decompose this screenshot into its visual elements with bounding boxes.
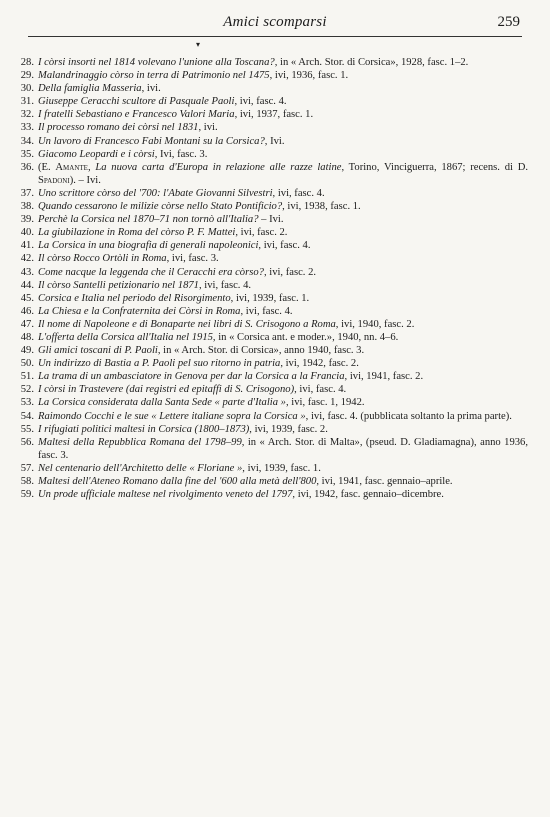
- entry-number: 42.: [20, 253, 34, 265]
- bibliography-entry: [8, 292, 528, 305]
- entry-title: La Corsica considerata dalla Santa Sede « parte d'Italia »: [38, 397, 286, 409]
- bibliography-entry: [8, 475, 528, 488]
- entry-citation: , ivi, 1937, fasc. 1.: [234, 109, 314, 121]
- entry-citation: , ivi, fasc. 4.: [294, 384, 347, 396]
- entry-citation: , in « Arch. Stor. di Malta», (pseud. D. Gladiamagna), anno 1936, fasc. 3.: [38, 436, 528, 461]
- entry-number: 56.: [20, 436, 34, 448]
- entry-citation: , ivi, fasc. 4.: [240, 305, 293, 317]
- entry-citation: , ivi, 1941, fasc. 2.: [344, 371, 424, 383]
- bibliography-entry: [8, 462, 528, 475]
- bibliography-entry: [8, 187, 528, 200]
- entry-number: 39.: [20, 214, 34, 226]
- entry-citation: , ivi, fasc. 4.: [234, 96, 287, 108]
- entry-citation: , ivi, fasc. 2.: [235, 227, 288, 239]
- entry-title: Uno scrittore còrso del '700: l'Abate Giovanni Silvestri: [38, 187, 273, 199]
- entry-title: Maltesi dell'Ateneo Romano dalla fine del '600 alla metà dell'800: [38, 476, 317, 487]
- entry-number: 41.: [20, 240, 34, 252]
- bibliography-entry: [8, 383, 528, 396]
- entry-number: 28.: [20, 57, 34, 68]
- entry-citation: , ivi, 1942, fasc. 2.: [280, 358, 359, 370]
- entry-title: Il còrso Santelli petizionario nel 1871: [38, 279, 199, 291]
- bibliography-entry: [8, 344, 528, 357]
- bibliography-entry: [8, 252, 528, 265]
- entry-number: 29.: [20, 70, 34, 82]
- entry-title: Un lavoro di Francesco Fabi Montani su la Corsica?: [38, 135, 265, 147]
- entry-number: 36.: [20, 161, 34, 173]
- entry-citation: – Ivi.: [258, 214, 284, 226]
- entry-citation: , ivi, 1939, fasc. 1.: [242, 462, 321, 474]
- entry-number: 33.: [20, 122, 34, 134]
- entry-citation: , ivi, 1941, fasc. gennaio–aprile.: [316, 476, 453, 487]
- entry-title: Nel centenario dell'Architetto delle « Floriane »: [38, 462, 243, 474]
- entry-number: 38.: [20, 201, 34, 213]
- entry-number: 57.: [20, 462, 34, 474]
- entry-title: Come nacque la leggenda che il Ceracchi era còrso?: [38, 266, 264, 278]
- entry-number: 37.: [20, 187, 34, 199]
- print-mark-dot: ▾: [196, 40, 201, 49]
- entry-citation: , ivi, fasc. 3.: [166, 253, 219, 265]
- entry-prefix: (E.: [38, 161, 56, 173]
- bibliography-entry: [8, 69, 528, 82]
- entry-citation: , ivi, 1942, fasc. gennaio–dicembre.: [292, 489, 444, 501]
- entry-number: 49.: [20, 345, 34, 357]
- entry-title: Quando cessarono le milizie còrse nello Stato Pontificio?: [38, 201, 283, 213]
- entry-title: La Chiesa e la Confraternita dei Còrsi in Roma: [38, 305, 241, 317]
- bibliography-entry: [8, 279, 528, 292]
- bibliography-entry: [8, 357, 528, 370]
- bibliography-entry: [8, 370, 528, 383]
- entry-title: , La nuova carta d'Europa in relazione alle razze latine: [87, 161, 342, 173]
- bibliography-entry: [8, 239, 528, 252]
- entry-number: 59.: [20, 489, 34, 501]
- bibliography-entry: [8, 423, 528, 436]
- entry-number: 43.: [20, 266, 34, 278]
- entry-number: 47.: [20, 318, 34, 330]
- entry-number: 54.: [20, 410, 34, 422]
- entry-citation: , ivi, 1939, fasc. 2.: [249, 423, 328, 435]
- entry-title: I rifugiati politici maltesi in Corsica (1800–1873): [38, 423, 250, 435]
- bibliography-entry: [8, 161, 528, 187]
- entry-number: 46.: [20, 305, 34, 317]
- running-title: Amici scomparsi: [223, 14, 327, 30]
- entry-number: 48.: [20, 331, 34, 343]
- entry-title: Maltesi della Repubblica Romana del 1798–99: [38, 436, 242, 448]
- bibliography-list: [8, 56, 528, 501]
- entry-citation: , ivi, fasc. 4.: [258, 240, 311, 252]
- entry-number: 51.: [20, 371, 34, 383]
- bibliography-entry: [8, 121, 528, 134]
- entry-title: Un indirizzo di Bastia a P. Paoli pel suo ritorno in patria: [38, 358, 281, 370]
- entry-title: La trama di un ambasciatore in Genova per dar la Corsica a la Francia: [38, 371, 345, 383]
- entry-citation: , in « Corsica ant. e moder.», 1940, nn. 4–6.: [212, 331, 399, 343]
- entry-citation-end: ). – Ivi.: [69, 174, 101, 186]
- entry-number: 35.: [20, 148, 34, 160]
- entry-citation: , ivi, fasc. 1, 1942.: [285, 397, 365, 409]
- entry-citation: , in « Arch. Stor. di Corsica», anno 1940, fasc. 3.: [157, 345, 365, 357]
- entry-title: La giubilazione in Roma del còrso P. F. Mattei: [38, 227, 236, 239]
- entry-number: 31.: [20, 96, 34, 108]
- bibliography-entry: [8, 200, 528, 213]
- entry-number: 32.: [20, 109, 34, 121]
- bibliography-entry: [8, 108, 528, 121]
- bibliography-entry: [8, 135, 528, 148]
- entry-title: Giacomo Leopardi e i còrsi: [38, 148, 155, 160]
- entry-title: I còrsi insorti nel 1814 volevano l'unione alla Toscana?: [38, 57, 275, 68]
- entry-number: 45.: [20, 292, 34, 304]
- entry-title: La Corsica in una biografia di generali napoleonici: [38, 240, 259, 252]
- bibliography-entry: [8, 410, 528, 423]
- entry-title: Malandrinaggio còrso in terra di Patrimonio nel 1475: [38, 70, 270, 82]
- entry-citation: , ivi.: [198, 122, 218, 134]
- entry-citation: , ivi, fasc. 4.: [198, 279, 252, 291]
- entry-title: Il processo romano dei còrsi nel 1831: [38, 122, 199, 134]
- entry-title: Gli amici toscani di P. Paoli: [38, 345, 158, 357]
- entry-title: Corsica e Italia nel periodo del Risorgimento: [38, 292, 231, 304]
- entry-title: Il nome di Napoleone e di Bonaparte nei libri di S. Crisogono a Roma: [38, 318, 336, 330]
- entry-number: 52.: [20, 384, 34, 396]
- entry-title: I fratelli Sebastiano e Francesco Valori Maria: [38, 109, 235, 121]
- header-rule: [28, 36, 522, 37]
- entry-citation: , ivi, 1940, fasc. 2.: [335, 318, 415, 330]
- bibliography-entry: [8, 331, 528, 344]
- bibliography-entry: [8, 226, 528, 239]
- entry-number: 53.: [20, 397, 34, 409]
- entry-number: 58.: [20, 476, 34, 487]
- entry-citation: , ivi, fasc. 4.: [272, 187, 325, 199]
- entry-citation: , ivi.: [141, 83, 161, 95]
- entry-citation: , ivi, 1938, fasc. 1.: [282, 201, 361, 213]
- bibliography-entry: [8, 148, 528, 161]
- page-number: 259: [497, 14, 520, 30]
- bibliography-entry: [8, 266, 528, 279]
- bibliography-entry: [8, 396, 528, 409]
- entry-citation: , ivi, fasc. 2.: [263, 266, 317, 278]
- entry-title: Il còrso Rocco Ortòli in Roma: [38, 253, 167, 265]
- entry-citation: , ivi, 1939, fasc. 1.: [230, 292, 310, 304]
- entry-title: Un prode ufficiale maltese nel rivolgimento veneto del 1797: [38, 489, 293, 501]
- entry-number: 34.: [20, 135, 34, 147]
- bibliography-entry: [8, 95, 528, 108]
- entry-author: Amante: [55, 161, 88, 173]
- entry-number: 55.: [20, 423, 34, 435]
- page-header: [28, 12, 522, 34]
- entry-number: 50.: [20, 358, 34, 370]
- entry-title: I còrsi in Trastevere (dai registri ed epitaffi di S. Crisogono): [38, 384, 295, 396]
- entry-citation: , ivi, 1936, fasc. 1.: [269, 70, 349, 82]
- entry-title: Perchè la Corsica nel 1870–71 non tornò all'Italia?: [38, 214, 259, 226]
- entry-number: 30.: [20, 83, 34, 95]
- entry-title: Della famiglia Masseria: [38, 83, 142, 95]
- bibliography-entry: [8, 436, 528, 462]
- bibliography-entry: [8, 56, 528, 69]
- bibliography-entry: [8, 213, 528, 226]
- entry-reviewer: Spadoni: [38, 174, 70, 186]
- bibliography-entry: [8, 82, 528, 95]
- entry-number: 40.: [20, 227, 34, 239]
- entry-citation: , ivi, fasc. 4. (pubblicata soltanto la prima parte).: [305, 410, 512, 422]
- entry-number: 44.: [20, 279, 34, 291]
- entry-citation: , Torino, Vinciguerra, 1867; recens. di D.: [341, 161, 528, 173]
- entry-citation: , Ivi.: [264, 135, 285, 147]
- entry-citation: , in « Arch. Stor. di Corsica», 1928, fasc. 1–2.: [274, 57, 469, 68]
- entry-title: L'offerta della Corsica all'Italia nel 1915: [38, 331, 213, 343]
- entry-citation: , Ivi, fasc. 3.: [154, 148, 208, 160]
- entry-title: Raimondo Cocchi e le sue « Lettere italiane sopra la Corsica »: [38, 410, 306, 422]
- bibliography-entry: [8, 305, 528, 318]
- entry-title: Giuseppe Ceracchi scultore di Pasquale Paoli: [38, 96, 235, 108]
- bibliography-entry: [8, 318, 528, 331]
- bibliography-entry: [8, 488, 528, 501]
